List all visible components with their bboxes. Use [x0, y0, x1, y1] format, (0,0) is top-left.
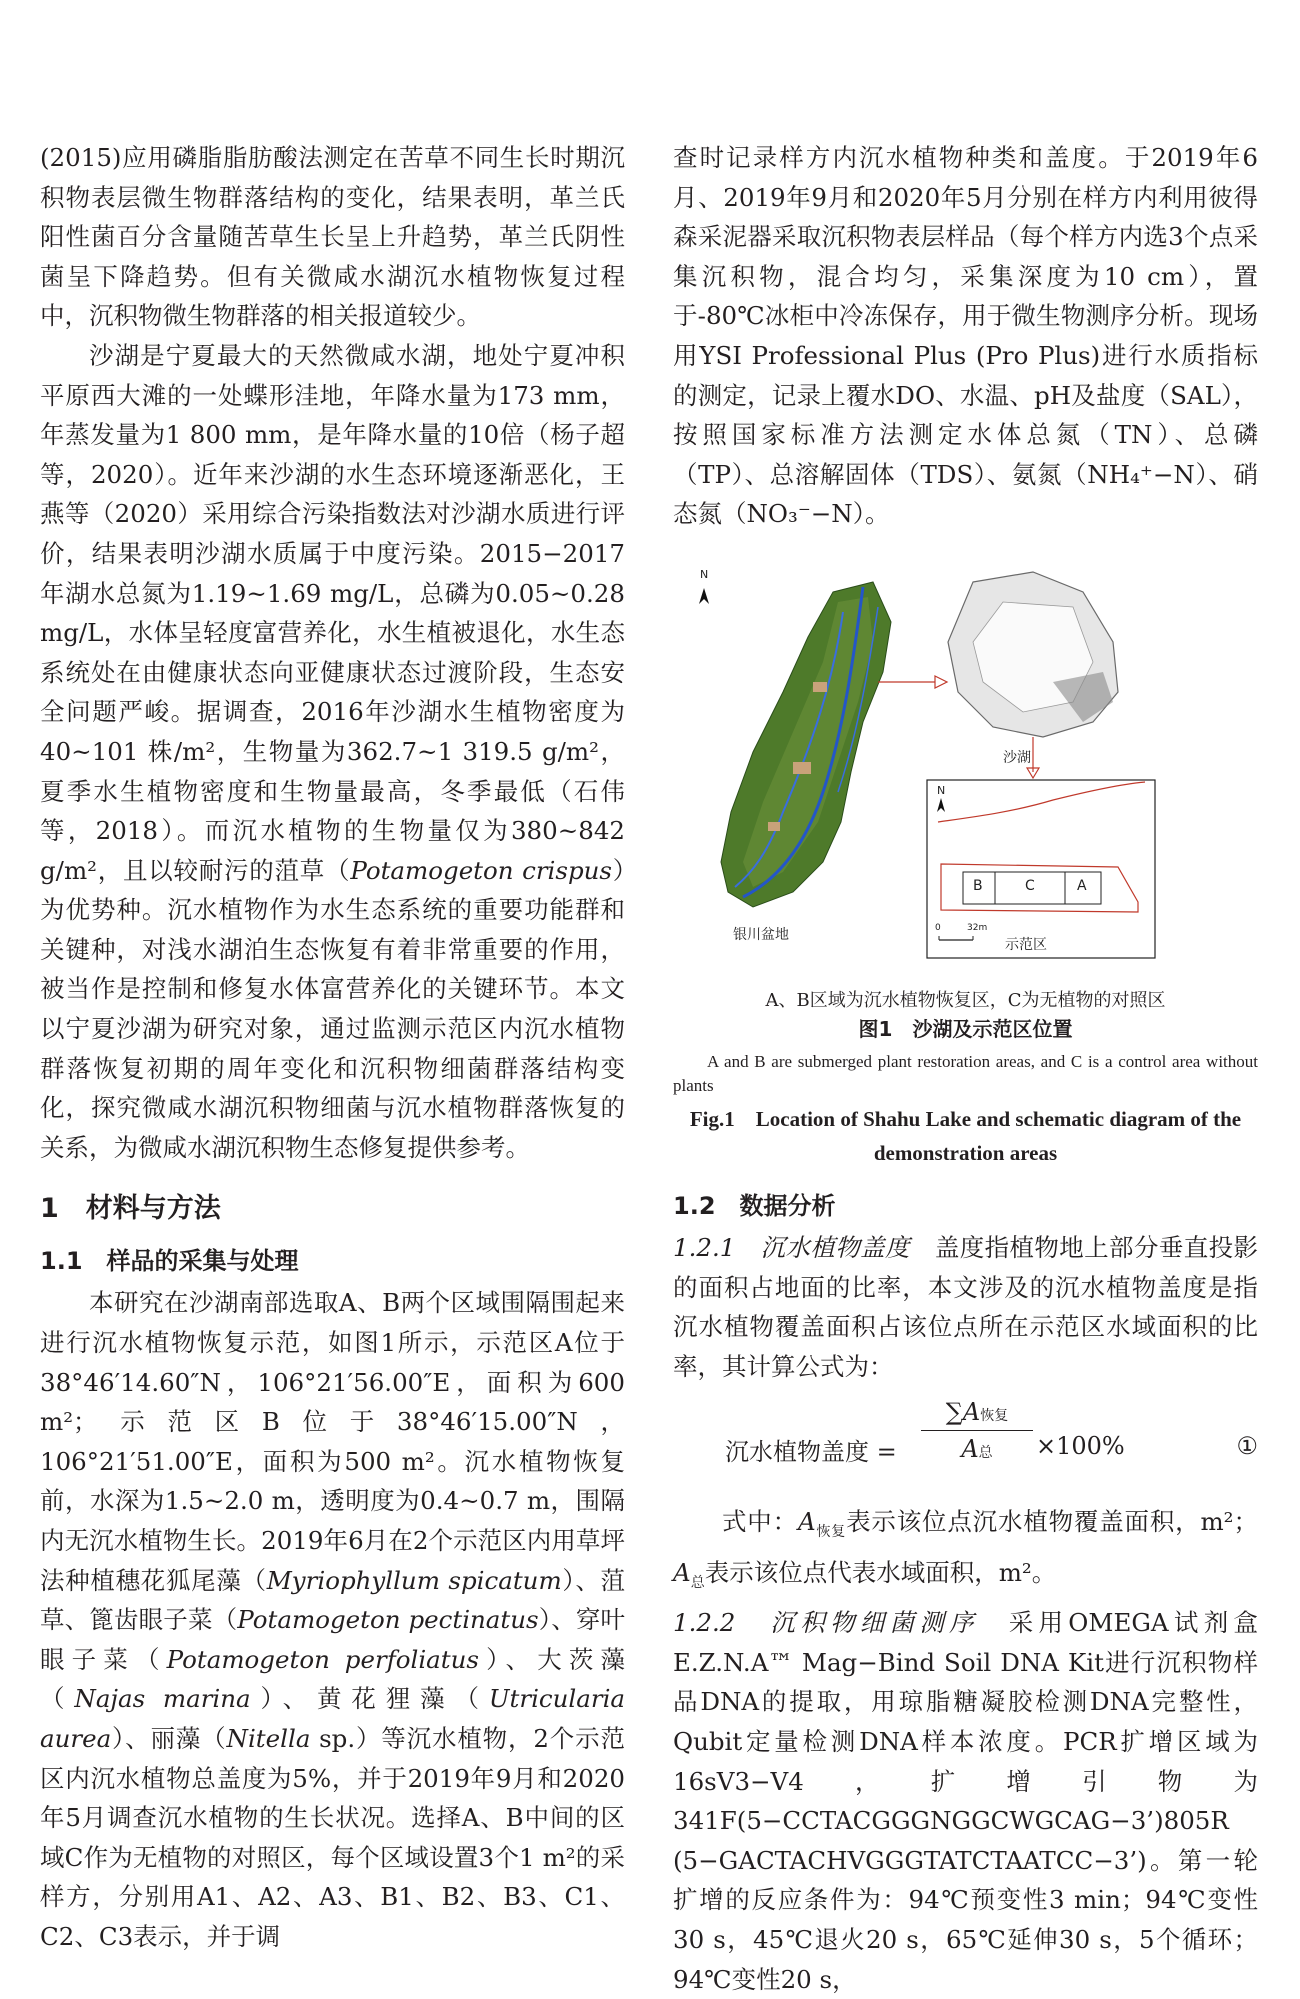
equation-number: ①	[1236, 1432, 1258, 1461]
equation-denominator	[921, 1435, 1033, 1463]
figure-caption-cn-title: 图1 沙湖及示范区位置	[858, 1016, 1073, 1041]
figure-caption-cn-note: A、B区域为沉水植物恢复区，C为无植物的对照区	[765, 989, 1166, 1011]
section-heading-1-2: 1.2 数据分析	[673, 1191, 836, 1220]
species-name: Potamogeton crispus	[350, 855, 612, 885]
figure-caption-en-title: Fig.1 Location of Shahu Lake and schematic diagram of the demonstration areas	[689, 1106, 1242, 1165]
paragraph-coverage	[673, 1228, 1258, 1386]
zone-label-b: B	[973, 877, 983, 894]
text-span: 本研究在沙湖南部选取A、B两个区域围隔围起来进行沉水植物恢复示范，如图1所示，示范区A位于38°46′14.60″N，106°21′56.00″E，面积为600 m²；示范区B位于38°46′15.00″N，106°21′51.00″E，面积为500 m²。沉水植物恢复前，水深为1.5~2.0 m，透明度为0.4~0.7 m，围隔内无沉水植物生长。2019年6月在2个示范区内用草坪法种植穗花狐尾藻（	[40, 1288, 625, 1595]
urban-patch	[813, 682, 827, 692]
left-column	[40, 138, 625, 1957]
var-a: A	[797, 1507, 816, 1537]
paragraph-formula-note	[673, 1502, 1258, 1603]
equation-times: ×100%	[1036, 1432, 1125, 1461]
equation-sum-a: ∑A	[945, 1398, 981, 1427]
paragraph-sampling: 查时记录样方内沉水植物种类和盖度。于2019年6月、2019年9月和2020年5月分别在样方内利用彼得森采泥器采取沉积物表层样品（每个样方内选3个点采集沉积物，混合均匀，采集深度为10 cm），置于-80℃冰柜中冷冻保存，用于微生物测序分析。现场用YSI Professional Plus (Pro Plus)进行水质指标的测定，记录上覆水DO、水温、pH及盐度（SAL），按照国家标准方法测定水体总氮（TN）、总磷（TP）、总溶解固体（TDS）、氨氮（NH₄⁺−N）、硝态氮（NO₃⁻−N）。	[673, 143, 1258, 529]
paragraph-sequencing	[673, 1603, 1258, 1999]
var-sub: 总	[690, 1574, 705, 1591]
species-name: Utricularia aurea	[40, 1684, 626, 1753]
text-span: 式中：	[722, 1507, 798, 1537]
text-span: ）为优势种。沉水植物作为水生态系统的重要功能群和关键种，对浅水湖泊生态恢复有着非常重要的作用，被当作是控制和修复水体富营养化的关键环节。本文以宁夏沙湖为研究对象，通过监测示范区内沉水植物群落恢复初期的周年变化和沉积物细菌群落结构变化，探究微咸水湖沉积物细菌与沉水植物群落恢复的关系，为微咸水湖沉积物生态修复提供参考。	[40, 855, 625, 1162]
paragraph-shahu	[40, 336, 625, 1167]
zone-label-c: C	[1025, 877, 1035, 894]
species-name: Potamogeton perfoliatus	[166, 1644, 479, 1674]
scale-label-32m: 32m	[967, 922, 988, 933]
demo-area-frame	[927, 780, 1155, 958]
figure-caption-en-note: A and B are submerged plant restoration areas, and C is a control area without plants	[673, 1051, 1258, 1095]
text-span: ）、丽藻（	[111, 1723, 227, 1753]
label-demo-area: 示范区	[1005, 936, 1047, 953]
paragraph-intro-end: (2015)应用磷脂脂肪酸法测定在苦草不同生长时期沉积物表层微生物群落结构的变化，结果表明，革兰氏阳性菌百分含量随苦草生长呈上升趋势，革兰氏阴性菌呈下降趋势。但有关微咸水湖沉水植物恢复过程中，沉积物微生物群落的相关报道较少。	[40, 143, 625, 331]
right-column	[673, 138, 1258, 1999]
figure-1-map	[673, 562, 1258, 982]
map-graphic	[673, 562, 1258, 982]
text-span: ）、黄花狸藻（	[250, 1684, 489, 1714]
var-sub: 恢复	[815, 1524, 847, 1541]
urban-patch	[793, 762, 811, 774]
scale-label-zero: 0	[935, 922, 941, 933]
equation-sub: 恢复	[980, 1408, 1009, 1425]
equation-lhs: 沉水植物盖度 =	[725, 1438, 897, 1467]
arrow-basin-to-lake-head	[935, 676, 947, 688]
equation-coverage	[673, 1392, 1258, 1502]
species-name: Nitella	[226, 1723, 311, 1753]
equation-numerator	[921, 1398, 1033, 1426]
north-arrow-icon	[699, 588, 709, 604]
paragraph-methods	[40, 1283, 625, 1956]
text-span: sp.）等沉水植物，2个示范区内沉水植物总盖度为5%，并于2019年9月和2020年5月调查沉水植物的生长状况。选择A、B中间的区域C作为无植物的对照区，每个区域设置3个1 m²的采样方，分别用A1、A2、A3、B1、B2、B3、C1、C2、C3表示，并于调	[40, 1723, 626, 1951]
species-name: Potamogeton pectinatus	[237, 1605, 539, 1635]
zone-label-a: A	[1077, 877, 1087, 894]
text-span: 沙湖是宁夏最大的天然微咸水湖，地处宁夏冲积平原西大滩的一处蝶形洼地，年降水量为173 mm，年蒸发量为1 800 mm，是年降水量的10倍（杨子超等，2020）。近年来沙湖的水生态环境逐渐恶化，王燕等（2020）采用综合污染指数法对沙湖水质进行评价，结果表明沙湖水质属于中度污染。2015−2017年湖水总氮为1.19~1.69 mg/L，总磷为0.05~0.28 mg/L，水体呈轻度富营养化，水生植被退化，水生态系统处在由健康状态向亚健康状态过渡阶段，生态安全问题严峻。据调查，2016年沙湖水生植物密度为40~101 株/m²，生物量为362.7~1 319.5 g/m²，夏季水生植物密度和生物量最高，冬季最低（石伟等，2018）。而沉水植物的生物量仅为380~842 g/m²，且以较耐污的菹草（	[40, 340, 625, 885]
label-yinchuan: 银川盆地	[733, 926, 789, 943]
text-span: ）、菹草、篦齿眼子菜（	[40, 1565, 626, 1635]
species-name: Najas marina	[74, 1684, 251, 1714]
var-a: A	[673, 1557, 691, 1587]
equation-a: A	[961, 1435, 979, 1464]
north-label: N	[937, 783, 946, 797]
equation-fraction	[921, 1398, 1033, 1463]
text-span: 表示该位点代表水域面积，m²。	[704, 1557, 1057, 1587]
text-span: ）、大茨藻（	[40, 1644, 626, 1714]
north-label: N	[700, 567, 709, 581]
urban-patch	[768, 822, 780, 831]
species-name: Myriophyllum spicatum	[266, 1565, 562, 1595]
section-heading-1-1: 1.1 样品的采集与处理	[40, 1247, 299, 1276]
text-span: 表示该位点沉水植物覆盖面积，m²；	[846, 1507, 1258, 1537]
text-span: ）、穿叶眼子菜（	[40, 1605, 626, 1674]
equation-sub: 总	[978, 1445, 993, 1462]
label-shahu: 沙湖	[1003, 749, 1031, 766]
subsection-heading-1-2-1: 1.2.1 沉水植物盖度	[673, 1232, 910, 1262]
subsection-heading-1-2-2: 1.2.2 沉积物细菌测序	[673, 1608, 979, 1638]
text-span: 采用OMEGA试剂盒E.Z.N.A™ Mag−Bind Soil DNA Kit进行沉积物样品DNA的提取，用琼脂糖凝胶检测DNA完整性，Qubit定量检测DNA样本浓度。PCR扩增区域为16sV3−V4，扩增引物为341F(5−CCTACGGGNGGCWGCAG−3’)805R (5−GACTACHVGGGTATCTAATCC−3’)。第一轮扩增的反应条件为：94℃预变性3 min；94℃变性30 s，45℃退火20 s，65℃延伸30 s，5个循环；94℃变性20 s，	[673, 1608, 1258, 1994]
section-heading-1: 1 材料与方法	[40, 1193, 221, 1225]
fraction-bar	[921, 1430, 1033, 1431]
text-span: 盖度指植物地上部分垂直投影的面积占地面的比率，本文涉及的沉水植物盖度是指沉水植物覆盖面积占该位点所在示范区水域面积的比率，其计算公式为：	[673, 1232, 1259, 1381]
